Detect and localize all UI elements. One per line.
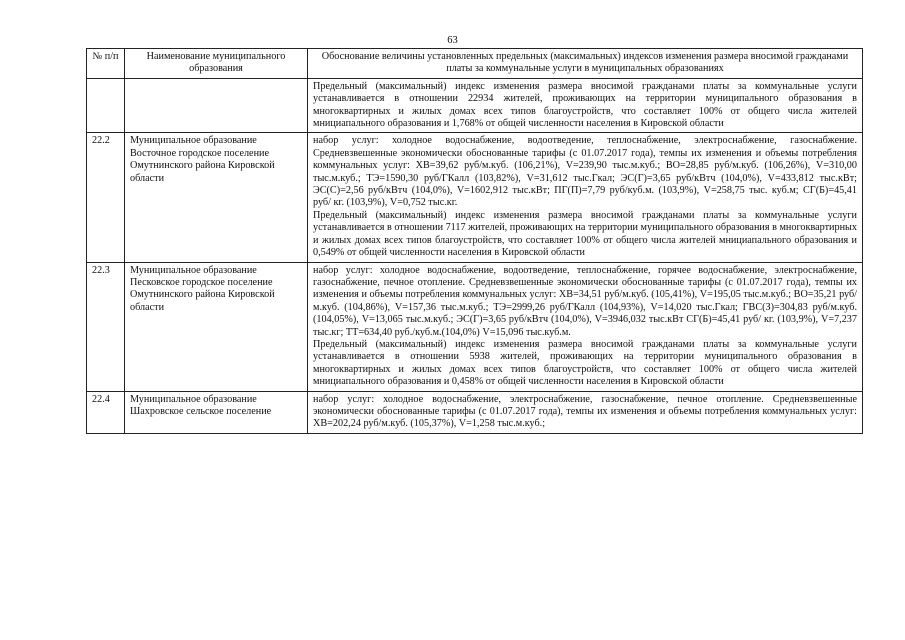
table-row <box>87 133 863 262</box>
table-row <box>87 262 863 391</box>
header-name: Наименование муниципального образования <box>125 49 308 79</box>
justification-cell <box>308 262 863 391</box>
header-num: № п/п <box>87 49 125 79</box>
tariff-table <box>86 48 863 434</box>
municipality-name: Муниципальное образование Шахровское сельское поселение <box>125 391 308 433</box>
table-row <box>87 78 863 133</box>
table-row <box>87 391 863 433</box>
municipality-name: Муниципальное образование Восточное городское поселение Омутнинского района Кировской области <box>125 133 308 262</box>
municipality-name: Муниципальное образование Песковское городское поселение Омутнинского района Кировской области <box>125 262 308 391</box>
paragraph: Предельный (максимальный) индекс изменения размера вносимой гражданами платы за коммунальные услуги устанавливается в отношении 22934 жителей, проживающих на территории муниципального образования в многоквартирных и жилых домах всех типов благоустройств, что составляет 100% от общего числа жителей мнициапального образования и 1,768% от общей численности населения в Кировской области <box>313 80 857 130</box>
paragraph: набор услуг: холодное водоснабжение, электроснабжение, газоснабжение, печное отопление. Средневзвешенные экономически обоснованные тарифы (с 01.07.2017 года), темпы их изменения и объемы потребления коммунальных услуг: ХВ=202,24 руб/м.куб. (105,37%), V=1,258 тыс.м.куб.; <box>313 393 857 430</box>
row-number: 22.3 <box>87 262 125 391</box>
page-number: 63 <box>447 35 458 46</box>
justification-cell <box>308 78 863 133</box>
justification-cell <box>308 391 863 433</box>
paragraph: Предельный (максимальный) индекс изменения размера вносимой гражданами платы за коммунальные услуги устанавливается в отношении 7117 жителей, проживающих на территории муниципального образования в многоквартирных и жилых домах всех типов благоустройств, что составляет 100% от общего числа жителей мнициапального образования и 0,549% от общей численности населения в Кировской области <box>313 209 857 259</box>
paragraph: набор услуг: холодное водоснабжение, водоотведение, теплоснабжение, электроснабжение, газоснабжение. Средневзвешенные экономически обоснованные тарифы (с 01.07.2017 года), темпы их изменения и объемы потребления коммунальных услуг: ХВ=39,62 руб/м.куб. (106,21%), V=239,90 тыс.м.куб.; ВО=28,85 руб/м.куб. (106,26%), V=310,00 тыс.м.куб.; ТЭ=1590,30 руб/ГКалл (103,82%), V=31,612 тыс.Гкал; ЭС(Г)=3,65 руб/кВтч (104,0%), V=433,812 тыс.кВт; ЭС(С)=2,56 руб/кВтч (104,0%), V=1602,912 тыс.кВт; ПГ(П)=7,79 руб/куб.м. (103,9%), V=258,75 тыс. куб.м; СГ(Б)=45,41 руб/ кг. (103,9%), V=0,752 тыс.кг. <box>313 135 857 209</box>
header-justification: Обоснование величины установленных предельных (максимальных) индексов изменения размера вносимой гражданами платы за коммунальные услуги в муниципальных образованиях <box>308 49 863 79</box>
table-header-row <box>87 49 863 79</box>
paragraph: Предельный (максимальный) индекс изменения размера вносимой гражданами платы за коммунальные услуги устанавливается в отношении 5938 жителей, проживающих на территории муниципального образования в многоквартирных и жилых домах всех типов благоустройств, что составляет 100% от общего числа жителей мнициапального образования и 0,458% от общей численности населения в Кировской области <box>313 338 857 388</box>
row-number: 22.2 <box>87 133 125 262</box>
row-number: 22.4 <box>87 391 125 433</box>
municipality-name <box>125 78 308 133</box>
row-number <box>87 78 125 133</box>
paragraph: набор услуг: холодное водоснабжение, водоотведение, теплоснабжение, горячее водоснабжение, электроснабжение, газоснабжение, печное отопление. Средневзвешенные экономически обоснованные тарифы (с 01.07.2017 года), темпы их изменения и объемы потребления коммунальных услуг: ХВ=34,51 руб/м.куб. (105,41%), V=195,05 тыс.м.куб.; ВО=35,21 руб/м.куб. (104,86%), V=157,36 тыс.м.куб.; ТЭ=2999,26 руб/ГКалл (104,93%), V=14,020 тыс.Гкал; ГВС(З)=304,83 руб/м.куб. (104,05%), V=13,065 тыс.м.куб.; ЭС(Г)=3,65 руб/кВтч (104,0%), V=3946,032 тыс.кВт СГ(Б)=45,41 руб/ кг. (103,9%), V=7,237 тыс.кг; ТТ=634,40 руб./куб.м.(104,0%) V=15,096 тыс.куб.м. <box>313 264 857 338</box>
justification-cell <box>308 133 863 262</box>
